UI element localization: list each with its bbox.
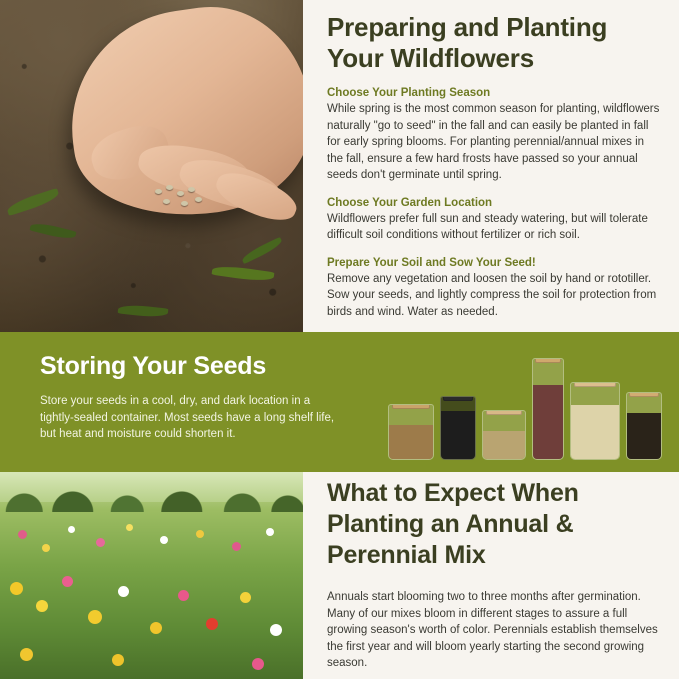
cork-lid-icon xyxy=(392,404,430,409)
flower-icon xyxy=(266,528,274,536)
section-preparing-planting xyxy=(0,0,679,332)
flower-icon xyxy=(88,610,102,624)
cork-lid-icon xyxy=(486,410,522,415)
flower-icon xyxy=(178,590,189,601)
jar-icon xyxy=(440,396,476,460)
flower-icon xyxy=(96,538,105,547)
seed-icon xyxy=(163,199,170,204)
jar-icon xyxy=(626,392,662,460)
heading-storing-seeds: Storing Your Seeds xyxy=(40,352,267,380)
wildflower-meadow-photo xyxy=(0,472,303,679)
treeline xyxy=(0,486,303,512)
jar-contents xyxy=(441,411,475,459)
flower-icon xyxy=(126,524,133,531)
seed-icon xyxy=(155,189,162,194)
flower-icon xyxy=(118,586,129,597)
seed-icon xyxy=(166,185,173,190)
paragraph-storing-seeds: Store your seeds in a cool, dry, and dark location in a tightly-sealed container. Most seeds have a long shelf life, but heat and moisture could shorten it. xyxy=(40,395,335,440)
flower-icon xyxy=(36,600,48,612)
cork-lid-icon xyxy=(535,358,561,363)
flower-icon xyxy=(270,624,282,636)
paragraph-what-to-expect: Annuals start blooming two to three months after germination. Many of our mixes bloom in different stages to assure a full growing season's worth of color. Perennials establish themselves the first year and will bloom yearly starting the second growing season. xyxy=(327,591,658,669)
seed-icon xyxy=(177,191,184,196)
flower-icon xyxy=(160,536,168,544)
flower-icon xyxy=(42,544,50,552)
jar-contents xyxy=(533,385,563,459)
jar-contents xyxy=(627,413,661,459)
jar-icon xyxy=(388,404,434,460)
section3-text-column xyxy=(327,472,663,672)
paragraph-prepare-soil: Remove any vegetation and loosen the soil by hand or rototiller. Sow your seeds, and lightly compress the soil for protection from birds and wind. Water as needed. xyxy=(327,272,657,318)
section-what-to-expect xyxy=(0,472,679,679)
flower-icon xyxy=(240,592,251,603)
paragraph-planting-season: While spring is the most common season for planting, wildflowers naturally "go to seed" in the fall and can easily be planted in fall for early spring blooms. For planting perennial/annual mixes in the fall, ensure a few hard frosts have passed so your annual seeds don't germinate until spring. xyxy=(327,103,660,181)
flower-icon xyxy=(20,648,33,661)
jar-icon xyxy=(482,410,526,460)
subheading-garden-location: Choose Your Garden Location xyxy=(327,196,493,209)
subheading-planting-season: Choose Your Planting Season xyxy=(327,87,491,99)
cork-lid-icon xyxy=(574,382,616,387)
jar-contents xyxy=(483,431,525,459)
flower-icon xyxy=(150,622,162,634)
flower-icon xyxy=(10,582,23,595)
seed-storage-jars-photo xyxy=(382,352,664,460)
flower-icon xyxy=(196,530,204,538)
page-title: Preparing and Planting Your Wildflowers xyxy=(327,12,608,73)
flower-icon xyxy=(68,526,75,533)
flower-icon xyxy=(62,576,73,587)
cork-lid-icon xyxy=(629,392,659,397)
flower-icon xyxy=(18,530,27,539)
paragraph-garden-location: Wildflowers prefer full sun and steady watering, but will tolerate difficult soil conditions without fertilizer or rich soil. xyxy=(327,212,648,241)
flower-icon xyxy=(112,654,124,666)
cork-lid-icon xyxy=(443,396,473,401)
flower-icon xyxy=(252,658,264,670)
subheading-prepare-soil: Prepare Your Soil and Sow Your Seed! xyxy=(327,256,536,269)
jar-contents xyxy=(389,425,433,459)
section2-text-column xyxy=(40,352,340,443)
seed-icon xyxy=(188,187,195,192)
section1-text-column xyxy=(327,0,663,332)
flower-icon xyxy=(206,618,218,630)
jar-contents xyxy=(571,405,619,459)
flower-icon xyxy=(232,542,241,551)
hand-sowing-seeds-photo xyxy=(0,0,303,332)
jar-icon xyxy=(570,382,620,460)
jar-icon xyxy=(532,358,564,460)
seed-icon xyxy=(181,201,188,206)
seed-icon xyxy=(195,197,202,202)
heading-what-to-expect: What to Expect When Planting an Annual & Perennial Mix xyxy=(327,479,579,569)
seeds-group xyxy=(155,185,209,213)
